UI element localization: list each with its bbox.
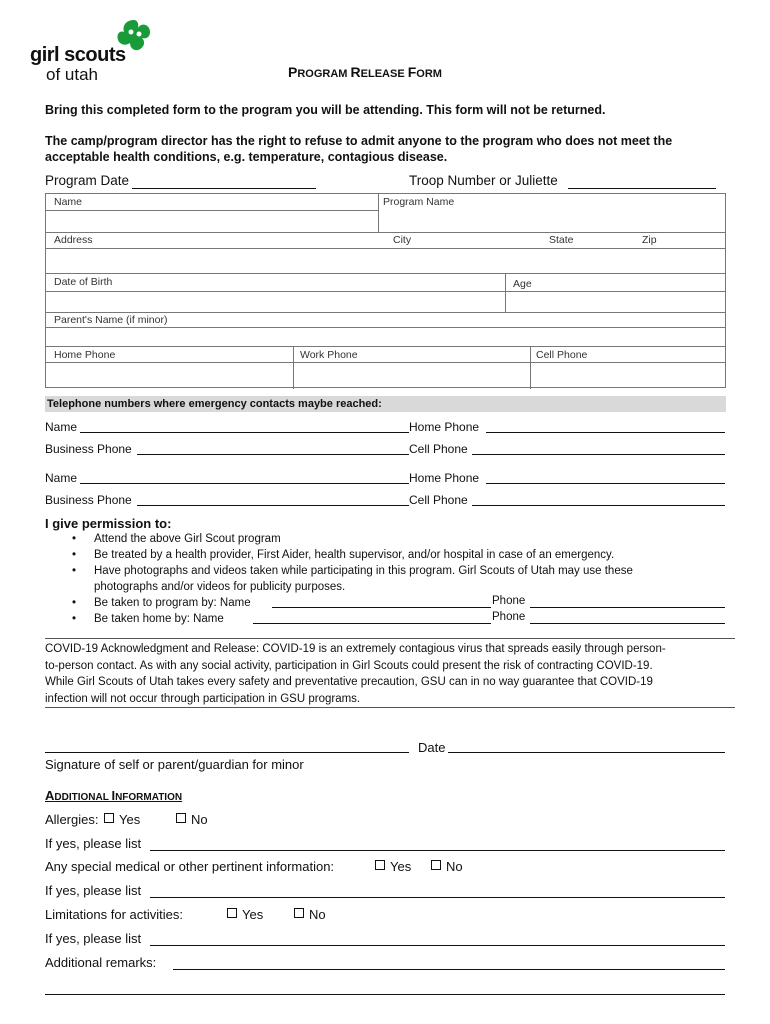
checkbox-icon[interactable] [294, 908, 304, 918]
contact2-cell-field[interactable] [472, 505, 725, 506]
name-label: Name [54, 196, 83, 208]
covid-line: While Girl Scouts of Utah takes every safety and preventative precaution, GSU can in no way guarantee that COVID-19 [45, 676, 653, 688]
taken-home-phone-label: Phone [492, 611, 526, 623]
permission-heading: I give permission to: [45, 516, 172, 531]
permission-item: • Have photographs and videos taken while participating in this program. Girl Scouts of Utah may use these [72, 563, 633, 579]
allergies-list-field[interactable] [150, 850, 725, 851]
logo-line2: of utah [46, 65, 98, 84]
contact2-business-field[interactable] [137, 505, 409, 506]
limitations-label: Limitations for activities: [45, 907, 183, 922]
covid-line: COVID-19 Acknowledgment and Release: COVID-19 is an extremely contagious virus that spreads easily through person- [45, 643, 666, 655]
taken-to-name-field[interactable] [272, 607, 491, 608]
parent-name-label: Parent's Name (if minor) [54, 314, 168, 326]
troop-number-label: Troop Number or Juliette [409, 173, 558, 188]
home-phone-label: Home Phone [54, 349, 116, 361]
address-label: Address [54, 234, 93, 246]
state-label: State [549, 234, 574, 246]
additional-remarks-label: Additional remarks: [45, 955, 157, 970]
contact1-business-label: Business Phone [45, 442, 132, 456]
taken-to-phone-label: Phone [492, 595, 526, 607]
checkbox-icon[interactable] [104, 813, 114, 823]
contact2-name-label: Name [45, 471, 78, 485]
contact1-home-field[interactable] [486, 432, 725, 433]
limitations-yes-option[interactable]: Yes [227, 907, 263, 922]
permission-item-cont: photographs and/or videos for publicity purposes. [94, 581, 346, 593]
contact1-business-field[interactable] [137, 454, 409, 455]
contact1-home-label: Home Phone [409, 420, 480, 434]
special-yes-option[interactable]: Yes [375, 859, 411, 874]
date-label: Date [418, 740, 446, 755]
intro-line1: Bring this completed form to the program you will be attending. This form will not be returned. [45, 103, 606, 117]
taken-home-phone-field[interactable] [530, 623, 725, 624]
zip-label: Zip [642, 234, 657, 246]
program-date-label: Program Date [45, 173, 130, 188]
special-info-label: Any special medical or other pertinent information: [45, 859, 335, 874]
age-label: Age [513, 278, 532, 290]
cell-phone-label: Cell Phone [536, 349, 588, 361]
additional-info-heading: ADDITIONAL INFORMATION [45, 788, 183, 803]
logo-line1: girl scouts [30, 44, 126, 66]
signature-field[interactable] [45, 752, 409, 753]
limitations-no-option[interactable]: No [294, 907, 326, 922]
additional-remarks-field-2[interactable] [45, 994, 725, 995]
contact2-cell-label: Cell Phone [409, 493, 468, 507]
special-if-yes-label: If yes, please list [45, 883, 142, 898]
contact1-cell-field[interactable] [472, 454, 725, 455]
dob-label: Date of Birth [54, 276, 113, 288]
taken-to-phone-field[interactable] [530, 607, 725, 608]
work-phone-label: Work Phone [300, 349, 358, 361]
allergies-if-yes-label: If yes, please list [45, 836, 142, 851]
permission-item: • Be taken to program by: Name [72, 595, 633, 611]
contact2-business-label: Business Phone [45, 493, 132, 507]
checkbox-icon[interactable] [431, 860, 441, 870]
checkbox-icon[interactable] [227, 908, 237, 918]
city-label: City [393, 234, 412, 246]
contact1-cell-label: Cell Phone [409, 442, 468, 456]
taken-home-name-field[interactable] [253, 623, 491, 624]
permission-item: • Be taken home by: Name [72, 611, 633, 627]
emergency-contacts-header: Telephone numbers where emergency contacts maybe reached: [45, 396, 726, 412]
special-list-field[interactable] [150, 897, 725, 898]
signature-caption: Signature of self or parent/guardian for minor [45, 757, 304, 772]
troop-number-field[interactable] [568, 188, 716, 189]
contact2-name-field[interactable] [80, 483, 409, 484]
covid-release-text [45, 641, 735, 707]
covid-top-rule [45, 638, 735, 639]
contact1-name-label: Name [45, 420, 78, 434]
limitations-if-yes-label: If yes, please list [45, 931, 142, 946]
checkbox-icon[interactable] [375, 860, 385, 870]
limitations-list-field[interactable] [150, 945, 725, 946]
checkbox-icon[interactable] [176, 813, 186, 823]
contact1-name-field[interactable] [80, 432, 409, 433]
covid-line: to-person contact. As with any social activity, participation in Girl Scouts could present the risk of contracting COVID-19. [45, 659, 653, 672]
contact2-home-field[interactable] [486, 483, 725, 484]
permission-item: • Attend the above Girl Scout program [72, 531, 633, 547]
contact2-home-label: Home Phone [409, 471, 480, 485]
participant-info-grid [45, 193, 726, 388]
date-field[interactable] [448, 752, 725, 753]
permission-item: • Be treated by a health provider, First Aider, health supervisor, and/or hospital in case of an emergency. [72, 547, 633, 563]
special-no-option[interactable]: No [431, 859, 463, 874]
program-date-field[interactable] [132, 188, 316, 189]
form-title: PROGRAM RELEASE FORM [288, 64, 442, 80]
allergies-label: Allergies: [45, 812, 99, 827]
additional-remarks-field[interactable] [173, 969, 725, 970]
covid-bottom-rule [45, 707, 735, 708]
allergies-no-option[interactable]: No [176, 812, 208, 827]
program-name-label: Program Name [383, 196, 455, 208]
permission-list [72, 531, 633, 627]
allergies-yes-option[interactable]: Yes [104, 812, 140, 827]
intro-line2: The camp/program director has the right to refuse to admit anyone to the program who does not meet the acceptable health conditions, e.g. temperature, contagious disease. [45, 134, 673, 164]
covid-line: infection will not occur through participation in GSU programs. [45, 692, 361, 705]
